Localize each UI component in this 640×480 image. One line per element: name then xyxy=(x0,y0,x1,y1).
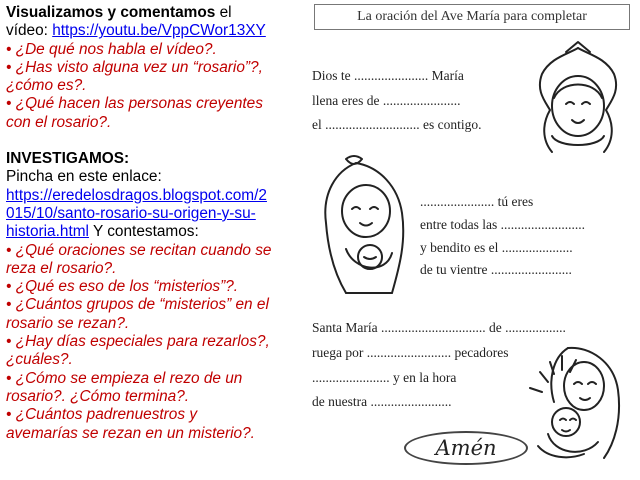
question-line: ¿cuáles?. xyxy=(6,351,73,369)
worksheet xyxy=(300,0,640,480)
intro-line xyxy=(6,4,296,22)
video-line xyxy=(6,22,296,40)
research-tail: Y contestamos: xyxy=(88,223,199,241)
question-line: • ¿Cuántos grupos de “misterios” en el xyxy=(6,296,269,314)
question-line: • ¿Qué es eso de los “misterios”?. xyxy=(6,278,239,296)
question-line: rosario se rezan?. xyxy=(6,314,130,332)
question-line: avemarías se rezan en un misterio?. xyxy=(6,424,255,442)
research-link-line xyxy=(6,205,296,223)
research-link-part[interactable]: historia.html xyxy=(6,223,89,241)
prayer-line: el ............................ es contigo. xyxy=(312,117,482,132)
research-heading: INVESTIGAMOS: xyxy=(6,150,130,168)
intro-rest: el xyxy=(215,4,232,21)
question-line: • ¿Cómo se empieza el rezo de un xyxy=(6,369,243,387)
prayer-line: y bendito es el ..................... xyxy=(420,240,573,255)
question-line: • ¿Qué oraciones se recitan cuando se xyxy=(6,241,272,259)
research-link-line xyxy=(6,187,296,205)
question-line: • ¿De qué nos habla el vídeo?. xyxy=(6,40,217,58)
question-line: ¿cómo es?. xyxy=(6,77,87,95)
prayer-line: ...................... tú eres xyxy=(420,194,534,209)
prayer-line: ruega por ......................... pecadores xyxy=(312,345,509,360)
question-line: • ¿Has visto alguna vez un “rosario”?, xyxy=(6,58,263,76)
intro-heading: Visualizamos y comentamos xyxy=(6,4,216,21)
research-link-part[interactable]: https://eredelosdragos.blogspot.com/2 xyxy=(6,186,267,204)
video-link[interactable]: https://youtu.be/VppCWor13XY xyxy=(52,22,266,40)
video-label: vídeo: xyxy=(6,22,53,40)
research-link-part[interactable]: 015/10/santo-rosario-su-origen-y-su- xyxy=(6,204,256,222)
question-line: reza el rosario?. xyxy=(6,259,117,277)
instructions-column xyxy=(6,4,296,443)
prayer-line: llena eres de ....................... xyxy=(312,93,461,108)
prayer-line: Santa María ............................... de .................. xyxy=(312,320,566,335)
question-line: rosario?. ¿Cómo termina?. xyxy=(6,387,190,405)
research-intro: Pincha en este enlace: xyxy=(6,168,162,186)
question-line: • ¿Cuántos padrenuestros y xyxy=(6,406,198,424)
worksheet-title: La oración del Ave María para completar xyxy=(314,4,630,30)
mary-angel-illustration xyxy=(528,40,628,158)
prayer-line: de nuestra ........................ xyxy=(312,394,452,409)
mary-baby-illustration xyxy=(518,342,628,460)
prayer-line: Dios te ...................... María xyxy=(312,68,464,83)
question-line: con el rosario?. xyxy=(6,113,112,131)
amen-label: Amén xyxy=(404,431,528,465)
question-line: • ¿Hay días especiales para rezarlos?, xyxy=(6,333,270,351)
question-line: • ¿Qué hacen las personas creyentes xyxy=(6,95,263,113)
prayer-line: entre todas las ......................... xyxy=(420,217,585,232)
prayer-line: de tu vientre ........................ xyxy=(420,262,572,277)
research-link-line xyxy=(6,223,296,241)
prayer-line: ....................... y en la hora xyxy=(312,370,457,385)
mary-child-illustration xyxy=(316,153,414,301)
